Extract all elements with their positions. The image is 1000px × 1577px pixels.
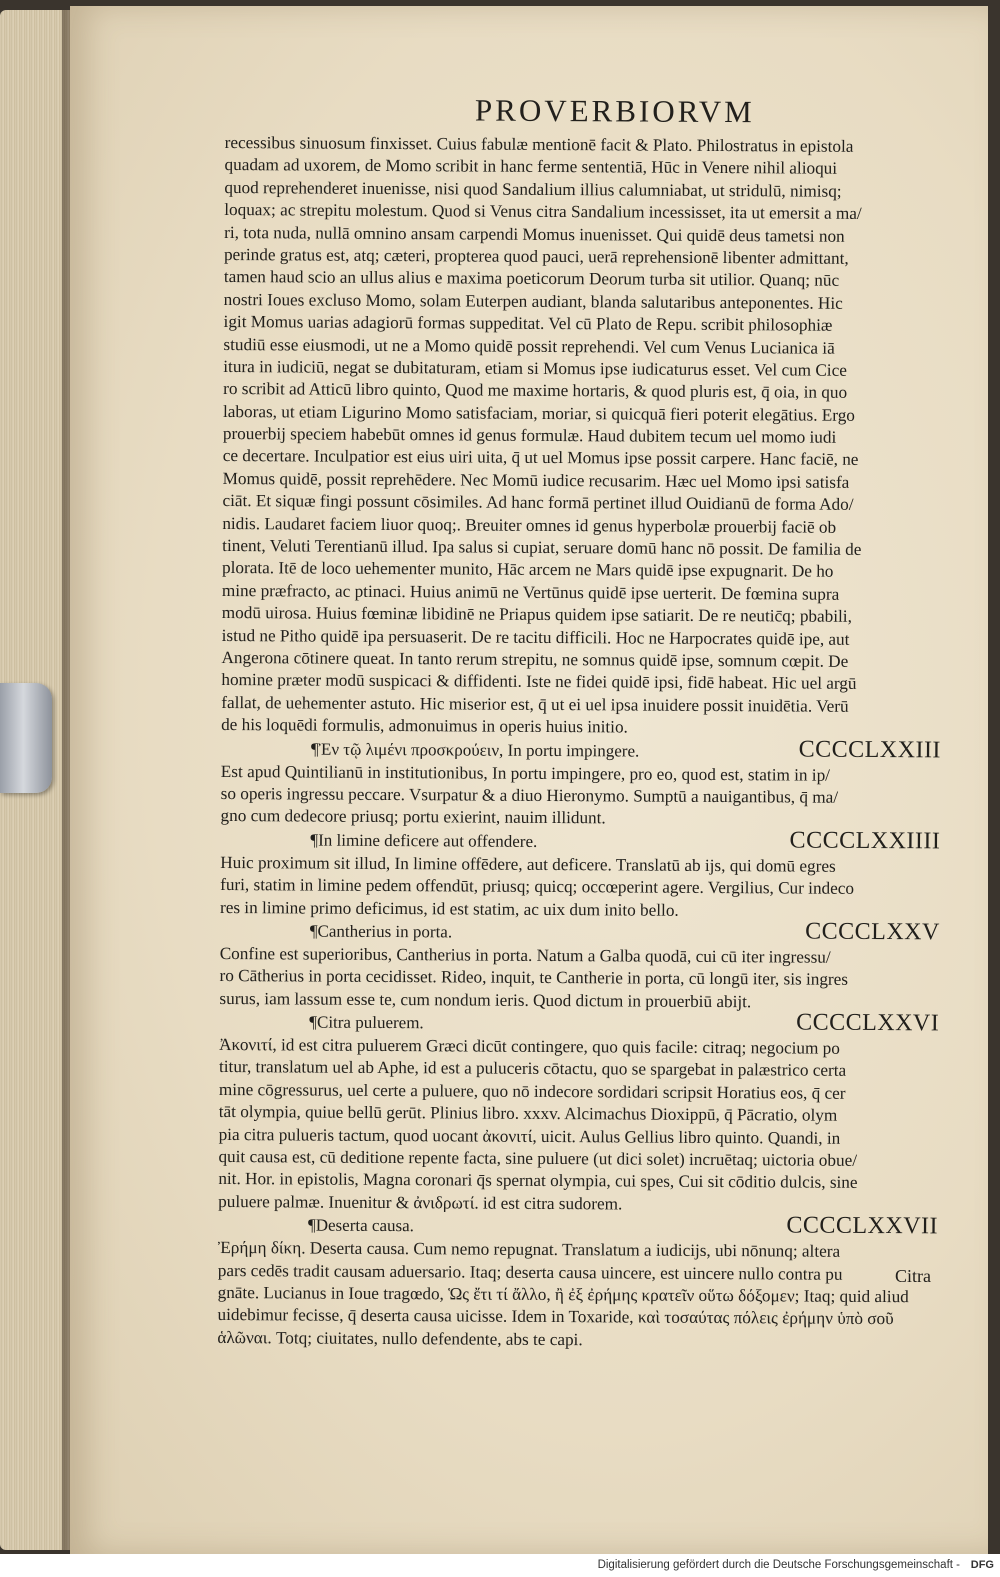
entry-number: CCCCLXXVI: [796, 1009, 940, 1037]
entry-text-line: so operis ingressu peccare. Vsurpatur & a diuo Hieronymo. Sumptū a nauigantibus, q̄ ma/: [220, 783, 839, 807]
text-line: recessibus sinuosum finxisset. Cuius fabulæ mentionē facit & Plato. Philostratus in epistola: [224, 132, 854, 156]
entry-text-line: furi, statim in limine pedem offendūt, priusq; quicq; occœperint agere. Vergilius, Cur indeco: [220, 875, 855, 898]
text-line: ri, tota nuda, nullā omnino ansam carpendi Momus inuenisset. Qui quidē deus tametsi non: [224, 222, 845, 246]
text-line: Angerona cōtinere queat. In tanto rerum strepitu, ne somnus quidē ipse, somnum cœpit. De: [221, 647, 849, 671]
digitization-footer: [0, 1554, 1000, 1577]
text-line: perinde gratus est, atq; cæteri, propterea quod pauci, uerā reprehensionē libenter admittant,: [223, 244, 849, 268]
entry-text-line: surus, iam lassum esse te, cum nondum ieris. Quod dictum in prouerbiū abijt.: [219, 988, 752, 1011]
entry-text-line: Ἀκονιτί, id est citra puluerem Græci dicūt contingere, quo quis facile: citraq; negocium po: [219, 1035, 840, 1058]
dfg-logo: DFG: [970, 1559, 994, 1571]
entry-number: CCCCLXXVII: [786, 1212, 939, 1240]
text-line: modū uirosa. Huius fœminæ libidinē ne Priapus quidem ipse satiarit. De re neutic̄q; pbabili,: [221, 603, 852, 627]
entry-number: CCCCLXXIIII: [789, 827, 941, 855]
text-line: igit Momus uarias adagiorū formas suppeditat. Vel cū Plato de Repu. scribit philosophiæ: [223, 312, 833, 335]
entry-text-line: gno cum dedecore priusq; portu exierint, nauim illidunt.: [220, 806, 606, 828]
entry-text-line: tāt olympia, quiue bellū gerūt. Plinius libro. xxxv. Alcimachus Dioxippū, q̄ Pācratio, olym: [218, 1102, 838, 1125]
text-line: tinent, Veluti Terentianū illud. Ipa salus si cupiat, seruare domū hanc nō possit. De familia de: [222, 536, 862, 559]
entry-text-line: puluere palmæ. Inuenitur & ἀνιδρωτί. id est citra sudorem.: [218, 1191, 623, 1214]
text-line: nidis. Laudaret faciem liuor quoq;. Breuiter omnes id genus hyperbolæ prouerbij faciē ob: [222, 513, 837, 537]
entry-heading: [221, 737, 941, 765]
entry-heading: [218, 1213, 938, 1241]
text-line: nostri Ioues excluso Momo, solam Euterpen audiant, blanda salutaribus anteponentes. Hic: [223, 289, 843, 313]
entry-text-line: uidebimur fecisse, q̄ deserta causa uicisse. Idem in Toxaride, καὶ τοσαύτας πόλεις ἐρήμην ὑπὸ σοῦ: [217, 1305, 894, 1329]
text-line: plorata. Itē de loco uehementer munito, Hāc arcem ne Mars quidē ipse expugnarit. De ho: [222, 558, 834, 582]
text-line: ce decertare. Inculpatior est eius uiri uita, q̄ ut uel Momus ipse possit carpere. Hanc faciē, ne: [222, 446, 859, 470]
text-line: tamen haud scio an ullus alius e maxima poeticorum Deorum turba sit utilior. Quanq; nūc: [223, 267, 840, 291]
entry-number: CCCCLXXV: [805, 918, 940, 946]
text-line: prouerbij speciem habebūt omnes id genus formulæ. Haud dubitem tecum uel momo iudi: [222, 424, 837, 447]
text-line: itura in iudiciū, negat se dubitaturam, etiam si Momus ipse iudicaturus esset. Vel cum Cice: [223, 356, 847, 380]
entry-text-line: Ἐρήμη δίκη. Deserta causa. Cum nemo repugnat. Translatum a iudicijs, ubi nōnunq; altera: [217, 1238, 841, 1261]
entry-text-line: gnāte. Lucianus in Ioue tragœdo, Ὡς ἔτι τί ἄλλο, ἢ ἐξ ἐρήμης κρατεῖν οὕτω δόξομεν; Itaq; quid aliud: [217, 1282, 909, 1307]
entry-text-line: ro Cātherius in porta cecidisset. Rideo, inquit, te Cantherie in porta, cū longū iter, sis ingres: [219, 966, 849, 990]
entries-list: [217, 737, 941, 1354]
entry-text-line: quit causa est, cū deditione repente facta, sine puluere (ut dici solet) incruētaq; uictoria obue/: [218, 1146, 858, 1170]
entry-text-line: Huic proximum sit illud, In limine offēdere, aut deficere. Translatū ab ijs, qui domū egres: [220, 852, 836, 876]
text-line: mine præfracto, ac ptinaci. Huius animū ne Vertūnus quidē ipse uerterit. De fœmina supra: [221, 580, 840, 604]
entry-heading: [220, 828, 940, 856]
text-line: homine præter modū suspicaci & diffidenti. Iste ne fidei quidē ipsi, fidē habeat. Hic uel argū: [221, 670, 857, 694]
text-line: fallat, de uehementer astuto. Hic miserior est, q̄ ut ei uel ipsa inuidere possit inuidētia. Verū: [221, 692, 849, 716]
text-line: Momus quidē, possit reprehēdere. Nec Momū iudice recusarim. Hæc uel Momo ipsi satisfa: [222, 468, 850, 492]
text-line: ciāt. Et siquæ fingi possunt cōsimiles. Ad hanc formā pertinet illud Ouidianū de forma Ado/: [222, 491, 854, 515]
entry-text-line: pars cedēs tradit causam aduersario. Itaq; deserta causa uincere, est uincere nullo contra pu: [217, 1260, 843, 1284]
text-line: istud ne Pitho quidē ipa persuaserit. De re tacitu difficili. Hoc ne Harpocrates quidē ipe, aut: [221, 625, 850, 649]
funding-note: Digitalisierung gefördert durch die Deutsche Forschungsgemeinschaft -: [597, 1559, 960, 1571]
entry-text-line: Est apud Quintilianū in institutionibus, In portu impingere, pro eo, quod est, statim in ip/: [220, 761, 831, 785]
text-line: loquax; ac strepitu molestum. Quod si Venus citra Sandalium incessisset, ita ut emersit a ma/: [224, 200, 862, 224]
entry-title: ¶Deserta causa.: [308, 1215, 414, 1236]
entry-text-line: res in limine primo deficimus, id est statim, ac uix dum inito bello.: [219, 897, 679, 920]
text-line: quadam ad uxorem, de Momo scribit in hanc ferme sententiā, Hūc in Venere nihil alioqui: [224, 155, 838, 179]
text-line: de his loquēdi formulis, admonuimus in operis huius initio.: [221, 715, 628, 737]
entry-title: ¶Citra puluerem.: [309, 1012, 424, 1033]
catchword: Citra: [895, 1266, 931, 1286]
entry-text-line: ἁλῶναι. Totq; ciuitates, nullo defendente, abs te capi.: [217, 1327, 583, 1349]
text-line: laboras, ut etiam Ligurino Momo satisfaciam, moriar, si quicquā fieri poterit elegātius. Ergo: [222, 401, 855, 425]
body-paragraph: [221, 132, 945, 741]
entry-heading: [219, 1010, 939, 1038]
entry-text-line: nit. Hor. in epistolis, Magna coronari q̄s spernat olympia, cui spes, Cui sit cōditio dulcis, sine: [218, 1169, 858, 1193]
text-line: ro scribit ad Atticū libro quinto, Quod me maxime hortaris, & quod pluris est, q̄ oia, in quo: [223, 379, 848, 403]
entry-text-line: mine cōgressurus, uel certe a puluere, quo nō indecore sordidari scripsit Horatius eos, q̄ cer: [218, 1079, 846, 1103]
entry-text-line: titur, translatum uel ab Aphe, id est a puluceris cōtactu, quo se spargebat in palæstrico certa: [218, 1057, 847, 1081]
entry-text-line: pia citra pulueris tactum, quod uocant ἀκονιτί, uicit. Aulus Gellius libro quinto. Quandi, in: [218, 1124, 841, 1148]
entry-number: CCCCLXXIII: [798, 736, 942, 763]
entry-heading: [220, 919, 940, 947]
text-line: quod reprehenderet inuenisse, nisi quod Sandalium illius calumniabat, ut stridulū, nimisq;: [224, 177, 842, 201]
entry-title: ¶In limine deficere aut offendere.: [310, 830, 538, 851]
entry-title: ¶Ἐν τῷ λιμένι προσκρούειν, In portu impingere.: [310, 739, 640, 761]
text-line: studiū esse eiusmodi, ut ne a Momo quidē possit reprehendi. Vel cum Venus Lucianica iā: [223, 334, 835, 358]
entry-title: ¶Cantherius in porta.: [309, 921, 453, 942]
entry-text-line: Confine est superioribus, Cantherius in porta. Natum a Galba quodā, cui cū iter ingressu/: [219, 943, 831, 967]
page-clip: [0, 683, 52, 793]
running-head: PROVERBIORVM: [474, 92, 755, 130]
text-block: [217, 90, 945, 1354]
